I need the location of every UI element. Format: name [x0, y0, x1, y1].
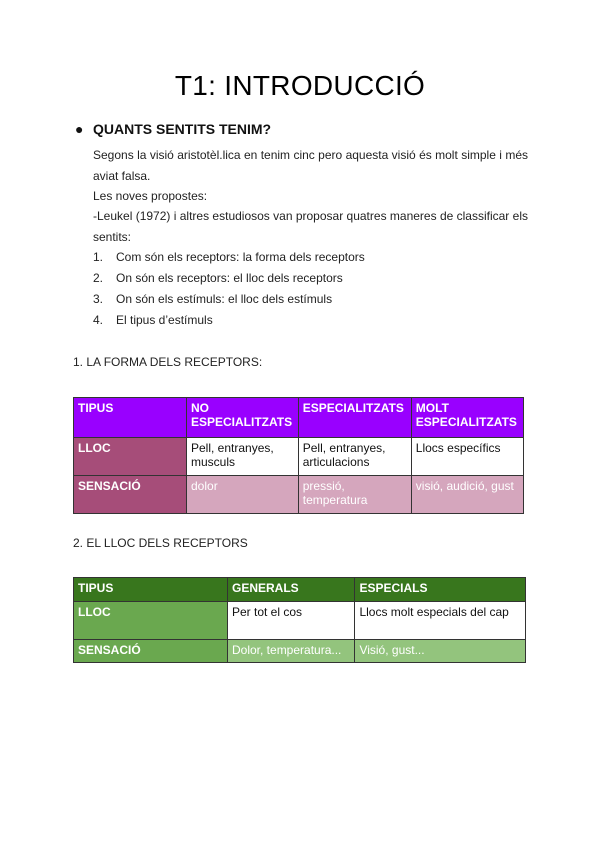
bullet-icon: ●	[75, 121, 84, 137]
table-header-row	[74, 578, 526, 602]
list-item: 4. El tipus d’estímuls	[93, 313, 213, 327]
table-header-row	[74, 398, 524, 438]
paragraph-aristotle: Segons la visió aristotèl.lica en tenim cinc pero aquesta visió és molt simple i més aviat falsa.	[93, 148, 528, 183]
heading-text: QUANTS SENTITS TENIM?	[93, 121, 272, 137]
table-cell: SENSACIÓ	[74, 640, 228, 663]
section-heading	[75, 121, 271, 137]
table-cell: GENERALS	[228, 578, 355, 602]
table-row	[74, 438, 524, 476]
table-cell: ESPECIALS	[355, 578, 526, 602]
paragraph-proposals: Les noves propostes:	[93, 189, 208, 203]
table-cell: dolor	[187, 476, 299, 514]
table-cell: NO ESPECIALITZATS	[187, 398, 299, 438]
table-cell: pressió, temperatura	[298, 476, 411, 514]
section-1-heading: 1. LA FORMA DELS RECEPTORS:	[73, 355, 263, 369]
table-cell: Llocs específics	[411, 438, 523, 476]
table-cell: visió, audició, gust	[411, 476, 523, 514]
table-cell: LLOC	[74, 438, 187, 476]
paragraph-leukel: -Leukel (1972) i altres estudiosos van proposar quatres maneres de classificar els sentits:	[93, 209, 528, 244]
numbered-list	[93, 247, 365, 331]
table-row	[74, 476, 524, 514]
table-cell: ESPECIALITZATS	[298, 398, 411, 438]
list-item: 3. On són els estímuls: el lloc dels estímuls	[93, 292, 333, 306]
receptor-location-table	[73, 577, 526, 663]
table-cell: SENSACIÓ	[74, 476, 187, 514]
receptor-form-table	[73, 397, 524, 514]
section-2-heading: 2. EL LLOC DELS RECEPTORS	[73, 536, 248, 550]
table-cell: TIPUS	[74, 578, 228, 602]
table-cell: Pell, entranyes, musculs	[187, 438, 299, 476]
table-cell: Visió, gust...	[355, 640, 526, 663]
table-cell: LLOC	[74, 602, 228, 640]
page-title: T1: INTRODUCCIÓ	[174, 70, 426, 101]
table-row	[74, 640, 526, 663]
list-item: 2. On són els receptors: el lloc dels receptors	[93, 271, 343, 285]
table-cell: Dolor, temperatura...	[228, 640, 355, 663]
table-cell: MOLT ESPECIALITZATS	[411, 398, 523, 438]
table-cell: Pell, entranyes, articulacions	[298, 438, 411, 476]
table-row	[74, 602, 526, 640]
table-cell: Per tot el cos	[228, 602, 355, 640]
list-item: 1. Com són els receptors: la forma dels receptors	[93, 250, 365, 264]
table-cell: Llocs molt especials del cap	[355, 602, 526, 640]
table-cell: TIPUS	[74, 398, 187, 438]
